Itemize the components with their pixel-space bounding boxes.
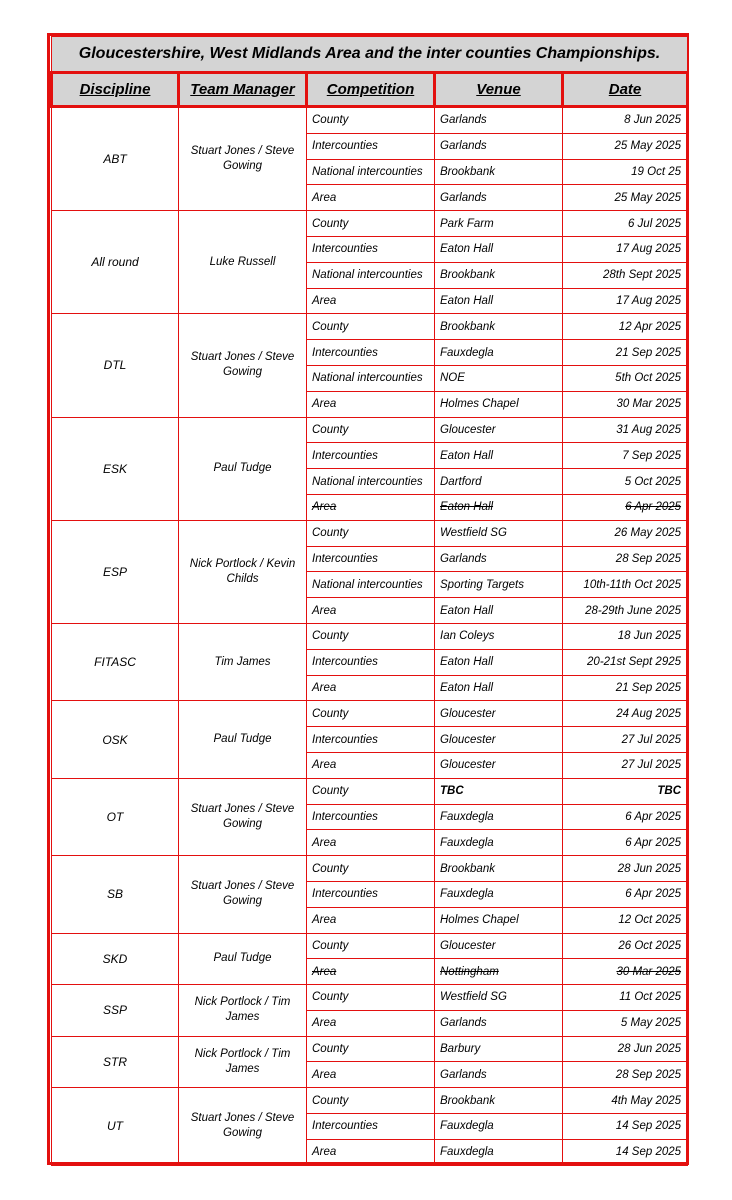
discipline-cell: ABT xyxy=(52,107,179,211)
competition-cell: Area xyxy=(307,288,435,314)
venue-cell: Westfield SG xyxy=(435,520,563,546)
team-manager-cell: Stuart Jones / Steve Gowing xyxy=(179,107,307,211)
header-venue: Venue xyxy=(435,73,563,107)
table-row xyxy=(52,1036,688,1062)
championships-table xyxy=(50,36,689,1166)
date-cell: 10th-11th Oct 2025 xyxy=(563,572,688,598)
table-row xyxy=(52,211,688,237)
team-manager-cell: Paul Tudge xyxy=(179,701,307,778)
venue-cell: Ian Coleys xyxy=(435,623,563,649)
venue-cell: Fauxdegla xyxy=(435,1139,563,1165)
venue-cell: Gloucester xyxy=(435,701,563,727)
date-cell: 12 Oct 2025 xyxy=(563,907,688,933)
venue-cell: Gloucester xyxy=(435,417,563,443)
table-row xyxy=(52,314,688,340)
competition-cell: Intercounties xyxy=(307,236,435,262)
date-cell: 4th May 2025 xyxy=(563,1088,688,1114)
venue-cell: Brookbank xyxy=(435,159,563,185)
venue-cell: Holmes Chapel xyxy=(435,907,563,933)
competition-cell: Area xyxy=(307,1010,435,1036)
discipline-cell: UT xyxy=(52,1088,179,1165)
table-row xyxy=(52,623,688,649)
date-cell: 17 Aug 2025 xyxy=(563,288,688,314)
competition-cell: Intercounties xyxy=(307,340,435,366)
date-cell: 26 Oct 2025 xyxy=(563,933,688,959)
venue-cell: Eaton Hall xyxy=(435,494,563,520)
date-cell: 28 Sep 2025 xyxy=(563,546,688,572)
date-cell: 17 Aug 2025 xyxy=(563,236,688,262)
table-row xyxy=(52,1088,688,1114)
competition-cell: Area xyxy=(307,1062,435,1088)
venue-cell: Garlands xyxy=(435,546,563,572)
competition-cell: Area xyxy=(307,391,435,417)
competition-cell: Area xyxy=(307,1139,435,1165)
discipline-cell: OSK xyxy=(52,701,179,778)
venue-cell: Garlands xyxy=(435,1010,563,1036)
venue-cell: TBC xyxy=(435,778,563,804)
discipline-cell: SSP xyxy=(52,985,179,1037)
venue-cell: Holmes Chapel xyxy=(435,391,563,417)
date-cell: 21 Sep 2025 xyxy=(563,675,688,701)
competition-cell: Intercounties xyxy=(307,649,435,675)
venue-cell: Eaton Hall xyxy=(435,443,563,469)
header-team-manager: Team Manager xyxy=(179,73,307,107)
competition-cell: County xyxy=(307,107,435,134)
date-cell: 27 Jul 2025 xyxy=(563,727,688,753)
team-manager-cell: Stuart Jones / Steve Gowing xyxy=(179,1088,307,1165)
team-manager-cell: Nick Portlock / Tim James xyxy=(179,985,307,1037)
team-manager-cell: Stuart Jones / Steve Gowing xyxy=(179,314,307,417)
date-cell: 14 Sep 2025 xyxy=(563,1114,688,1140)
date-cell: 26 May 2025 xyxy=(563,520,688,546)
team-manager-cell: Nick Portlock / Kevin Childs xyxy=(179,520,307,623)
competition-cell: Area xyxy=(307,830,435,856)
competition-cell: County xyxy=(307,520,435,546)
competition-cell: National intercounties xyxy=(307,469,435,495)
date-cell: 6 Apr 2025 xyxy=(563,830,688,856)
date-cell: 27 Jul 2025 xyxy=(563,752,688,778)
date-cell: 28 Sep 2025 xyxy=(563,1062,688,1088)
competition-cell: County xyxy=(307,985,435,1011)
team-manager-cell: Paul Tudge xyxy=(179,417,307,520)
competition-cell: National intercounties xyxy=(307,159,435,185)
header-row xyxy=(52,73,688,107)
competition-cell: County xyxy=(307,856,435,882)
competition-cell: Area xyxy=(307,907,435,933)
venue-cell: Sporting Targets xyxy=(435,572,563,598)
date-cell: 28-29th June 2025 xyxy=(563,598,688,624)
venue-cell: Fauxdegla xyxy=(435,804,563,830)
competition-cell: Intercounties xyxy=(307,727,435,753)
date-cell: 14 Sep 2025 xyxy=(563,1139,688,1165)
table-row xyxy=(52,985,688,1011)
date-cell: 24 Aug 2025 xyxy=(563,701,688,727)
venue-cell: Fauxdegla xyxy=(435,1114,563,1140)
discipline-cell: SKD xyxy=(52,933,179,985)
competition-cell: County xyxy=(307,701,435,727)
venue-cell: Brookbank xyxy=(435,314,563,340)
date-cell: 6 Apr 2025 xyxy=(563,881,688,907)
header-date: Date xyxy=(563,73,688,107)
championships-table-frame xyxy=(47,33,689,1165)
competition-cell: Area xyxy=(307,675,435,701)
venue-cell: Eaton Hall xyxy=(435,598,563,624)
table-row xyxy=(52,107,688,134)
venue-cell: Gloucester xyxy=(435,727,563,753)
venue-cell: Garlands xyxy=(435,107,563,134)
competition-cell: Intercounties xyxy=(307,881,435,907)
competition-cell: County xyxy=(307,417,435,443)
discipline-cell: SB xyxy=(52,856,179,933)
date-cell: 18 Jun 2025 xyxy=(563,623,688,649)
table-row xyxy=(52,933,688,959)
date-cell: 25 May 2025 xyxy=(563,185,688,211)
venue-cell: NOE xyxy=(435,365,563,391)
date-cell: 6 Jul 2025 xyxy=(563,211,688,237)
venue-cell: Garlands xyxy=(435,185,563,211)
venue-cell: Brookbank xyxy=(435,856,563,882)
date-cell: 11 Oct 2025 xyxy=(563,985,688,1011)
venue-cell: Fauxdegla xyxy=(435,340,563,366)
discipline-cell: FITASC xyxy=(52,623,179,700)
competition-cell: County xyxy=(307,778,435,804)
table-body xyxy=(52,107,688,1166)
venue-cell: Brookbank xyxy=(435,1088,563,1114)
competition-cell: National intercounties xyxy=(307,572,435,598)
header-competition: Competition xyxy=(307,73,435,107)
date-cell: 25 May 2025 xyxy=(563,133,688,159)
competition-cell: Area xyxy=(307,959,435,985)
date-cell: 6 Apr 2025 xyxy=(563,494,688,520)
discipline-cell: OT xyxy=(52,778,179,855)
venue-cell: Eaton Hall xyxy=(435,675,563,701)
competition-cell: County xyxy=(307,314,435,340)
competition-cell: National intercounties xyxy=(307,365,435,391)
team-manager-cell: Stuart Jones / Steve Gowing xyxy=(179,856,307,933)
venue-cell: Garlands xyxy=(435,133,563,159)
team-manager-cell: Paul Tudge xyxy=(179,933,307,985)
date-cell: 8 Jun 2025 xyxy=(563,107,688,134)
team-manager-cell: Nick Portlock / Tim James xyxy=(179,1036,307,1088)
discipline-cell: ESP xyxy=(52,520,179,623)
date-cell: 12 Apr 2025 xyxy=(563,314,688,340)
competition-cell: Area xyxy=(307,494,435,520)
venue-cell: Gloucester xyxy=(435,933,563,959)
date-cell: 28 Jun 2025 xyxy=(563,1036,688,1062)
competition-cell: Area xyxy=(307,185,435,211)
discipline-cell: DTL xyxy=(52,314,179,417)
date-cell: 7 Sep 2025 xyxy=(563,443,688,469)
date-cell: 6 Apr 2025 xyxy=(563,804,688,830)
team-manager-cell: Luke Russell xyxy=(179,211,307,314)
table-title: Gloucestershire, West Midlands Area and the inter counties Championships. xyxy=(52,37,688,73)
discipline-cell: ESK xyxy=(52,417,179,520)
venue-cell: Eaton Hall xyxy=(435,236,563,262)
venue-cell: Park Farm xyxy=(435,211,563,237)
date-cell: 5 Oct 2025 xyxy=(563,469,688,495)
venue-cell: Brookbank xyxy=(435,262,563,288)
competition-cell: Intercounties xyxy=(307,546,435,572)
date-cell: 5th Oct 2025 xyxy=(563,365,688,391)
competition-cell: Intercounties xyxy=(307,804,435,830)
competition-cell: Intercounties xyxy=(307,133,435,159)
venue-cell: Fauxdegla xyxy=(435,881,563,907)
venue-cell: Barbury xyxy=(435,1036,563,1062)
date-cell: 31 Aug 2025 xyxy=(563,417,688,443)
venue-cell: Garlands xyxy=(435,1062,563,1088)
team-manager-cell: Tim James xyxy=(179,623,307,700)
competition-cell: County xyxy=(307,1036,435,1062)
date-cell: 21 Sep 2025 xyxy=(563,340,688,366)
competition-cell: Area xyxy=(307,752,435,778)
date-cell: 28 Jun 2025 xyxy=(563,856,688,882)
date-cell: 28th Sept 2025 xyxy=(563,262,688,288)
table-row xyxy=(52,520,688,546)
venue-cell: Dartford xyxy=(435,469,563,495)
venue-cell: Gloucester xyxy=(435,752,563,778)
competition-cell: National intercounties xyxy=(307,262,435,288)
date-cell: 30 Mar 2025 xyxy=(563,959,688,985)
competition-cell: Intercounties xyxy=(307,1114,435,1140)
venue-cell: Eaton Hall xyxy=(435,649,563,675)
discipline-cell: STR xyxy=(52,1036,179,1088)
table-row xyxy=(52,701,688,727)
discipline-cell: All round xyxy=(52,211,179,314)
date-cell: 5 May 2025 xyxy=(563,1010,688,1036)
competition-cell: County xyxy=(307,1088,435,1114)
table-row xyxy=(52,417,688,443)
date-cell: TBC xyxy=(563,778,688,804)
competition-cell: County xyxy=(307,933,435,959)
header-discipline: Discipline xyxy=(52,73,179,107)
date-cell: 19 Oct 25 xyxy=(563,159,688,185)
team-manager-cell: Stuart Jones / Steve Gowing xyxy=(179,778,307,855)
date-cell: 20-21st Sept 2925 xyxy=(563,649,688,675)
venue-cell: Westfield SG xyxy=(435,985,563,1011)
table-row xyxy=(52,856,688,882)
venue-cell: Eaton Hall xyxy=(435,288,563,314)
competition-cell: Area xyxy=(307,598,435,624)
venue-cell: Fauxdegla xyxy=(435,830,563,856)
competition-cell: County xyxy=(307,623,435,649)
table-row xyxy=(52,778,688,804)
competition-cell: Intercounties xyxy=(307,443,435,469)
competition-cell: County xyxy=(307,211,435,237)
venue-cell: Nottingham xyxy=(435,959,563,985)
date-cell: 30 Mar 2025 xyxy=(563,391,688,417)
